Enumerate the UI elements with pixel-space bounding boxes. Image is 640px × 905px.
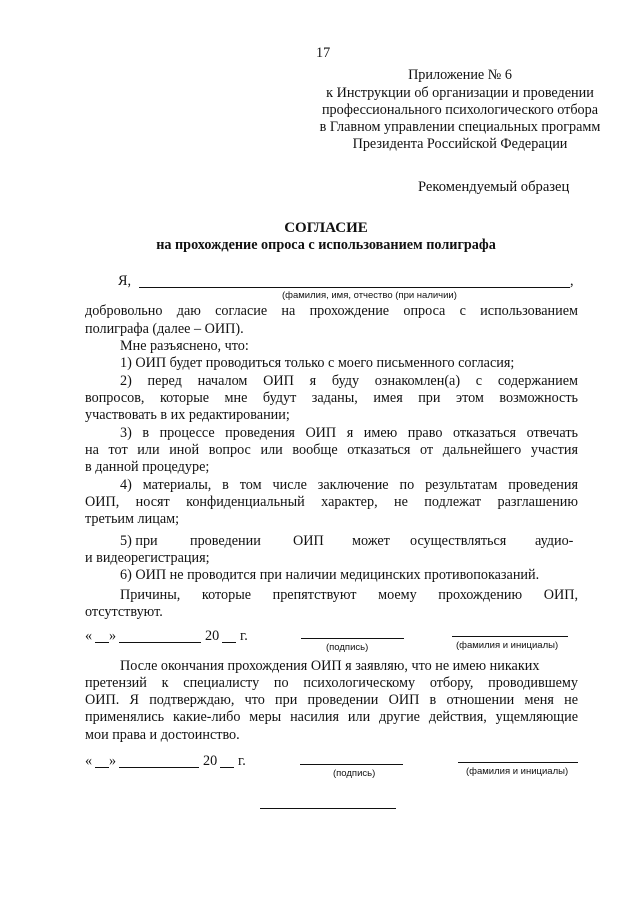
appendix-line-1: Приложение № 6 (408, 67, 512, 83)
appendix-line-4: в Главном управлении специальных программ (319, 119, 601, 135)
recommended-sample-label: Рекомендуемый образец (418, 179, 570, 195)
body-line-8: 3) в процессе проведения ОИП я имею право отказаться отвечать (120, 425, 578, 441)
body-line-5: 2) перед началом ОИП я буду ознакомлен(а) с содержанием (120, 373, 578, 389)
signature-line-1[interactable] (301, 638, 404, 639)
date-year-suffix-2: г. (238, 753, 246, 769)
full-name-hint: (фамилия, имя, отчество (при наличии) (282, 290, 457, 301)
body-line-12: ОИП, носят конфиденциальный характер, не подлежат разглашению (85, 494, 578, 510)
date-close-quote-1: » (109, 628, 117, 644)
date-year-prefix-1: 20 (205, 628, 220, 644)
body-line-14-d: может (352, 533, 390, 549)
body-line-6: вопросов, которые мне будут заданы, имея при этом возможность (85, 390, 578, 406)
body-line-2: полиграфа (далее – ОИП). (85, 321, 244, 337)
page-number: 17 (316, 45, 331, 61)
body-line-17: Причины, которые препятствуют моему прохождению ОИП, (120, 587, 578, 603)
date-year-suffix-1: г. (240, 628, 248, 644)
bottom-separator-line (260, 808, 396, 809)
comma: , (570, 273, 574, 289)
signature-hint-2: (подпись) (333, 768, 376, 779)
after-line-3: ОИП. Я подтверждаю, что при проведении ОИП в отношении меня не (85, 692, 578, 708)
body-line-4: 1) ОИП будет проводиться только с моего письменного согласия; (120, 355, 515, 371)
body-line-14-a: 5) при (120, 533, 158, 549)
date-month-line-2[interactable] (119, 767, 199, 768)
date-day-line-1[interactable] (95, 642, 109, 643)
date-open-quote-2: « (85, 753, 93, 769)
body-line-7: участвовать в их редактировании; (85, 407, 290, 423)
body-line-18: отсутствуют. (85, 604, 163, 620)
body-line-1: добровольно даю согласие на прохождение опроса с использованием (85, 303, 578, 319)
body-line-14-f: аудио- (535, 533, 574, 549)
body-line-11: 4) материалы, в том числе заключение по результатам проведения (120, 477, 578, 493)
after-line-2: претензий к специалисту по психологическому отбору, проводившему (85, 675, 578, 691)
initials-hint-1: (фамилия и инициалы) (456, 640, 559, 651)
body-line-14-c: ОИП (293, 533, 324, 549)
initials-hint-2: (фамилия и инициалы) (466, 766, 569, 777)
body-line-15: и видеорегистрация; (85, 550, 210, 566)
after-line-1: После окончания прохождения ОИП я заявляю, что не имею никаких (120, 658, 540, 674)
appendix-line-2: к Инструкции об организации и проведении (326, 85, 594, 101)
body-line-16: 6) ОИП не проводится при наличии медицинских противопоказаний. (120, 567, 540, 583)
document-title: СОГЛАСИЕ (284, 220, 368, 236)
body-line-9: на тот или иной вопрос или вообще отказаться от дальнейшего участия (85, 442, 578, 458)
date-open-quote-1: « (85, 628, 93, 644)
after-line-5: мои права и достоинство. (85, 727, 240, 743)
full-name-line[interactable] (139, 287, 570, 288)
body-line-13: третьим лицам; (85, 511, 180, 527)
initials-line-1[interactable] (452, 636, 568, 637)
body-line-3: Мне разъяснено, что: (120, 338, 249, 354)
date-year-prefix-2: 20 (203, 753, 218, 769)
date-month-line-1[interactable] (119, 642, 201, 643)
date-close-quote-2: » (109, 753, 117, 769)
body-line-14-b: проведении (190, 533, 261, 549)
appendix-line-3: профессионального психологического отбора (321, 102, 599, 118)
initials-line-2[interactable] (458, 762, 578, 763)
signature-hint-1: (подпись) (326, 642, 369, 653)
document-subtitle: на прохождение опроса с использованием полиграфа (156, 237, 496, 253)
date-year-line-1[interactable] (222, 642, 236, 643)
ya-label: Я, (118, 273, 132, 289)
date-day-line-2[interactable] (95, 767, 109, 768)
appendix-line-5: Президента Российской Федерации (352, 136, 568, 152)
body-line-10: в данной процедуре; (85, 459, 210, 475)
date-year-line-2[interactable] (220, 767, 234, 768)
body-line-14-e: осуществляться (410, 533, 507, 549)
after-line-4: применялись какие-либо меры насилия или другие действия, ущемляющие (85, 709, 578, 725)
signature-line-2[interactable] (300, 764, 403, 765)
